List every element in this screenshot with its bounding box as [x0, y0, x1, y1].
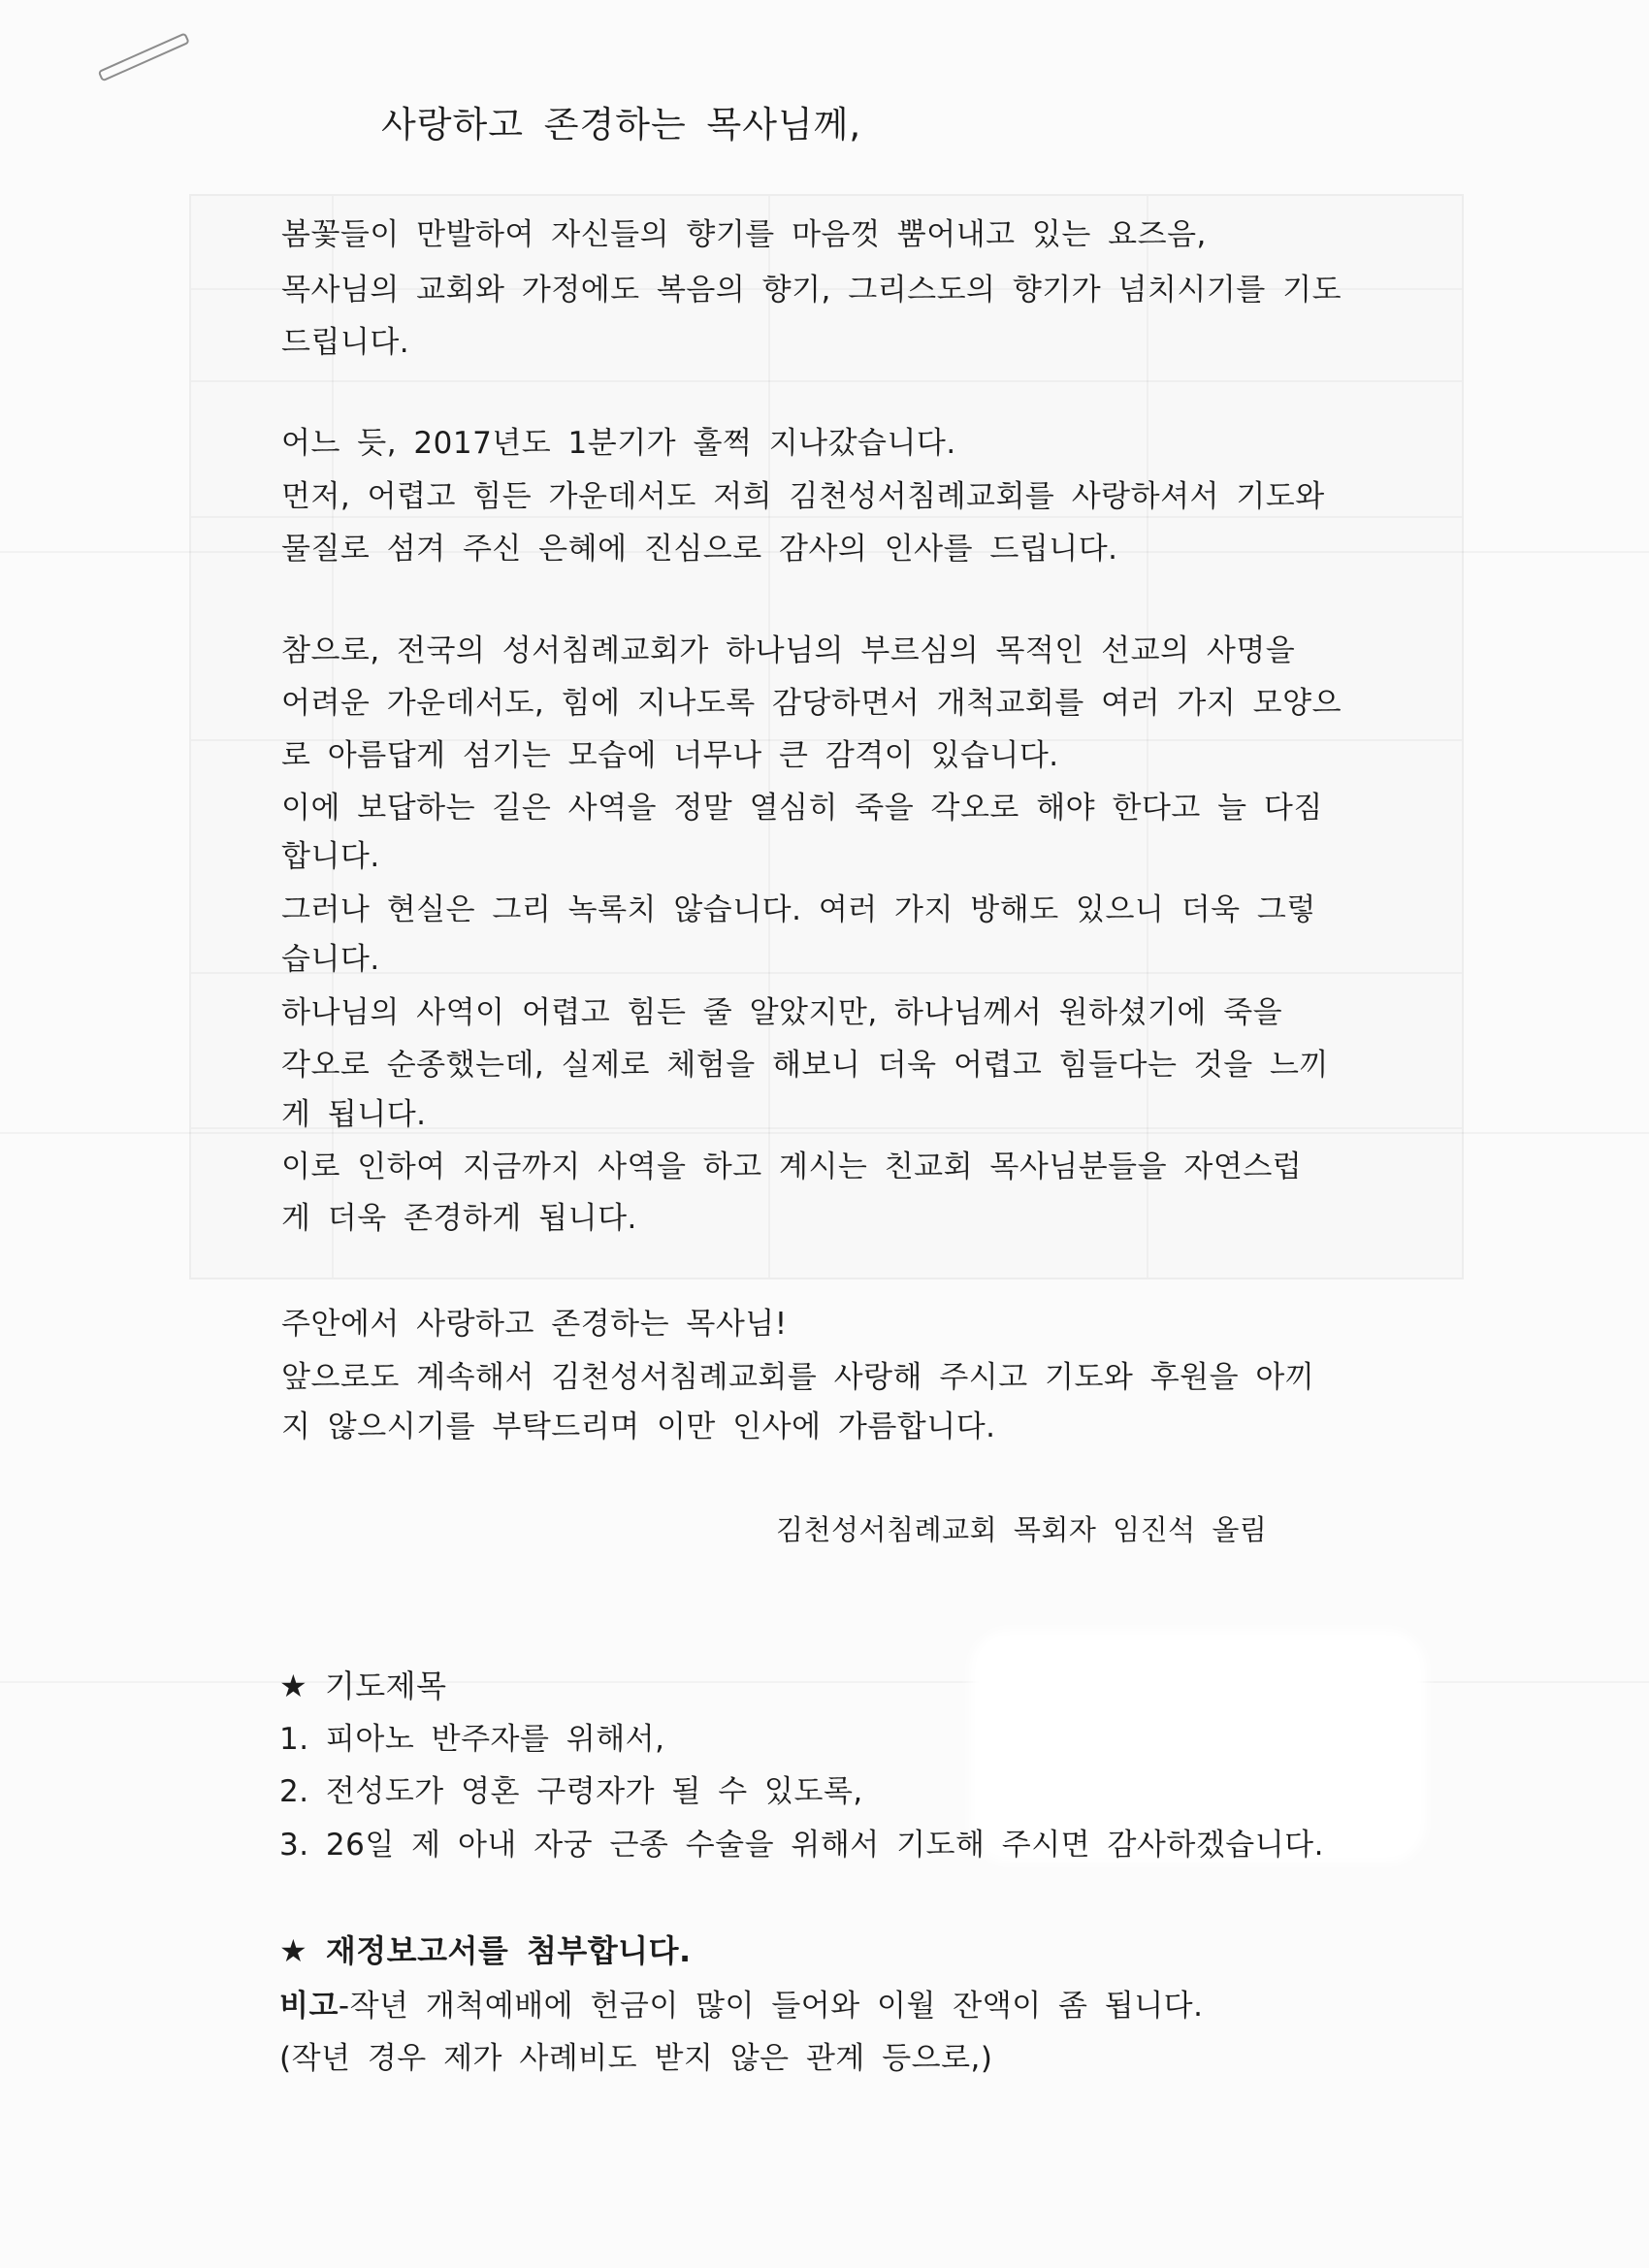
- letter-line: 목사님의 교회와 가정에도 복음의 향기, 그리스도의 향기가 넘치시기를 기도: [281, 273, 1342, 308]
- letter-signature: 김천성서침례교회 목회자 임진석 올림: [776, 1513, 1268, 1546]
- letter-line: 먼저, 어렵고 힘든 가운데서도 저희 김천성서침례교회를 사랑하셔서 기도와: [281, 479, 1325, 514]
- letter-line: 봄꽃들이 만발하여 자신들의 향기를 마음껏 뿜어내고 있는 요즈음,: [281, 217, 1207, 252]
- finance-note: [279, 1987, 1203, 2025]
- staple-mark: [98, 32, 190, 81]
- letter-line: 참으로, 전국의 성서침례교회가 하나님의 부르심의 목적인 선교의 사명을: [281, 633, 1296, 668]
- letter-line: 하나님의 사역이 어렵고 힘든 줄 알았지만, 하나님께서 원하셨기에 죽을: [281, 995, 1283, 1030]
- finance-heading: ★ 재정보고서를 첨부합니다.: [279, 1932, 692, 1969]
- prayer-item: 2. 전성도가 영혼 구령자가 될 수 있도록,: [279, 1774, 863, 1809]
- letter-salutation: 사랑하고 존경하는 목사님께,: [381, 104, 862, 146]
- prayer-item: 3. 26일 제 아내 자궁 근종 수술을 위해서 기도해 주시면 감사하겠습니다.: [279, 1828, 1324, 1863]
- letter-line: 드립니다.: [281, 325, 410, 360]
- letter-line: 합니다.: [281, 839, 380, 874]
- letter-line: 이에 보답하는 길은 사역을 정말 열심히 죽을 각오로 해야 한다고 늘 다짐: [281, 791, 1323, 826]
- letter-line: 어느 듯, 2017년도 1분기가 훌쩍 지나갔습니다.: [281, 426, 956, 461]
- letter-line: 주안에서 사랑하고 존경하는 목사님!: [281, 1307, 788, 1342]
- finance-note-text: -작년 개척예배에 헌금이 많이 들어와 이월 잔액이 좀 됩니다.: [338, 1989, 1204, 2024]
- prayer-heading: ★ 기도제목: [279, 1668, 447, 1704]
- letter-line: 지 않으시기를 부탁드리며 이만 인사에 가름합니다.: [281, 1409, 996, 1444]
- letter-line: 이로 인하여 지금까지 사역을 하고 계시는 친교회 목사님분들을 자연스럽: [281, 1150, 1303, 1184]
- letter-line: 습니다.: [281, 942, 380, 977]
- finance-note-label: 비고: [279, 1989, 339, 2024]
- letter-line: 로 아름답게 섬기는 모습에 너무나 큰 감격이 있습니다.: [281, 738, 1059, 773]
- letter-line: 그러나 현실은 그리 녹록치 않습니다. 여러 가지 방해도 있으니 더욱 그렇: [281, 892, 1316, 927]
- letter-line: 어려운 가운데서도, 힘에 지나도록 감당하면서 개척교회를 여러 가지 모양으: [281, 686, 1342, 721]
- finance-note-paren: (작년 경우 제가 사례비도 받지 않은 관계 등으로,): [279, 2041, 993, 2076]
- letter-line: 게 더욱 존경하게 됩니다.: [281, 1201, 637, 1236]
- letter-line: 앞으로도 계속해서 김천성서침례교회를 사랑해 주시고 기도와 후원을 아끼: [281, 1360, 1315, 1395]
- letter-line: 물질로 섬겨 주신 은혜에 진심으로 감사의 인사를 드립니다.: [281, 532, 1118, 567]
- letter-line: 게 됩니다.: [281, 1097, 427, 1132]
- prayer-item: 1. 피아노 반주자를 위해서,: [279, 1722, 665, 1757]
- letter-line: 각오로 순종했는데, 실제로 체험을 해보니 더욱 어렵고 힘들다는 것을 느끼: [281, 1048, 1329, 1083]
